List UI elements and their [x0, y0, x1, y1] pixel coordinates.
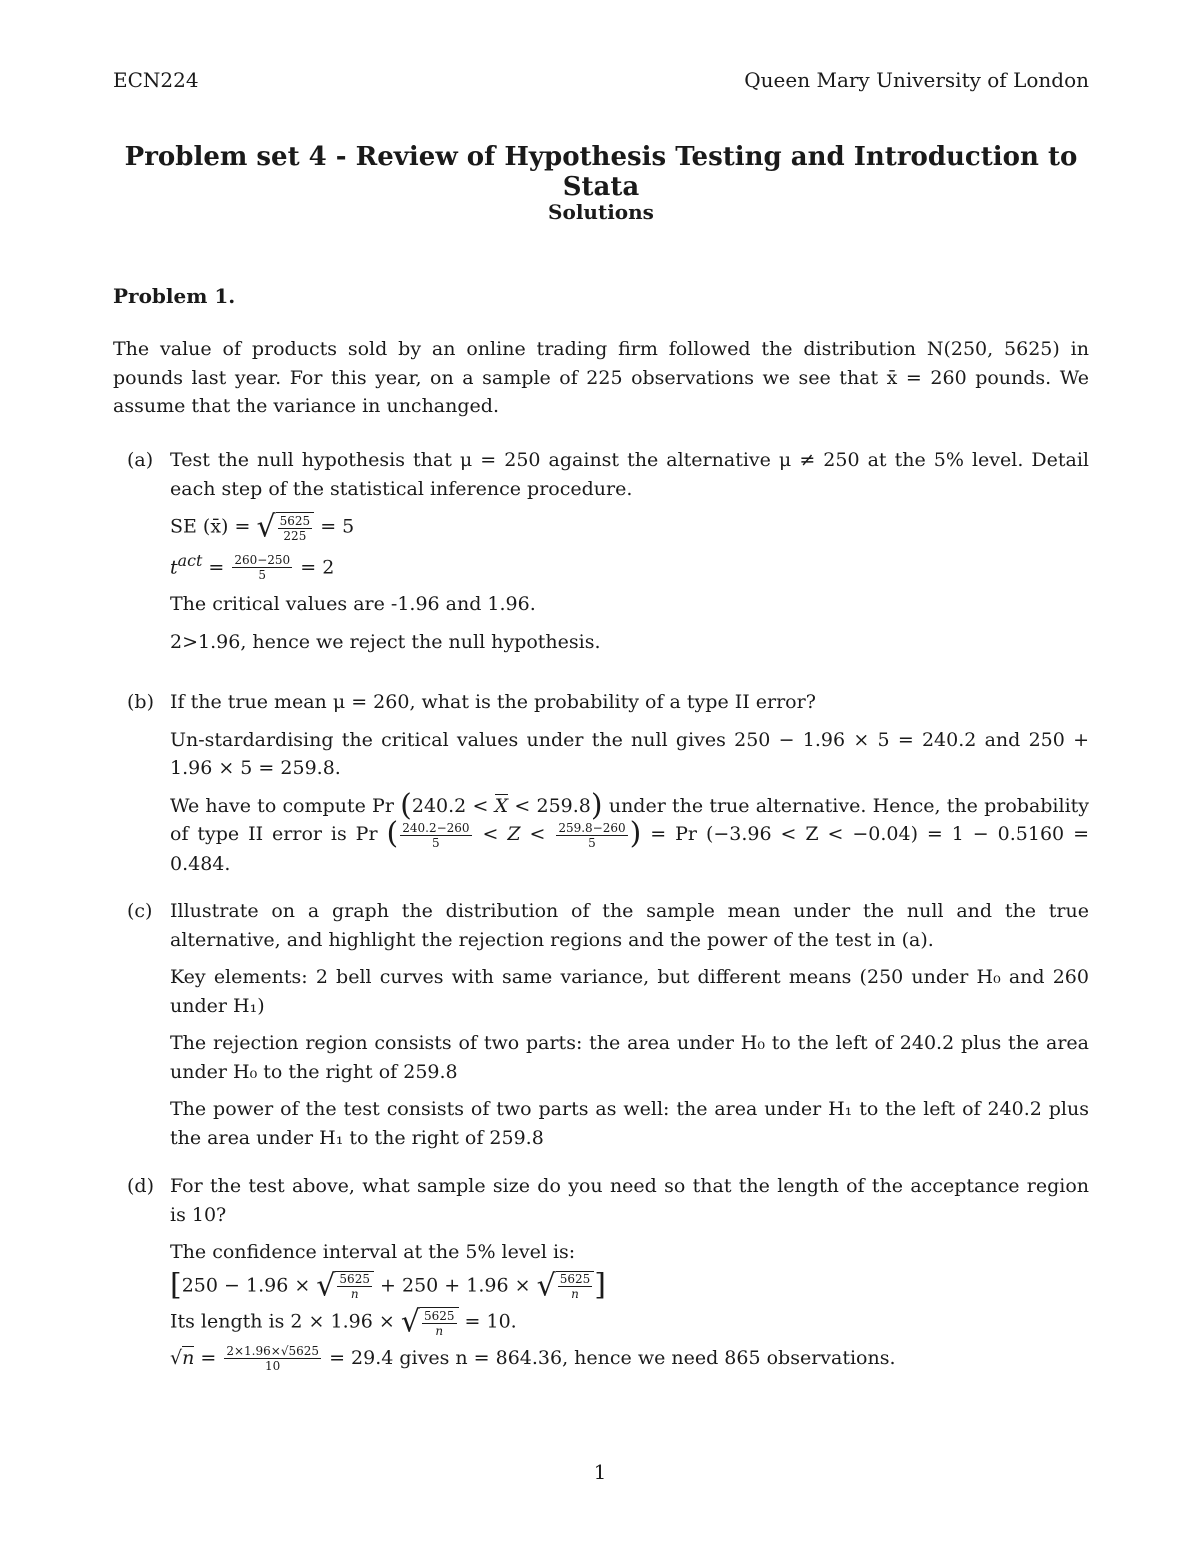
fraction-numerator: 5625 [559, 1272, 591, 1286]
document-title: Problem set 4 - Review of Hypothesis Testing and Introduction to Stata [124, 142, 1078, 202]
se-equation [170, 509, 1089, 545]
text-segment: 240.2 < [411, 794, 489, 817]
sqrt: √ $\frac{5625}{225}$ [256, 512, 314, 543]
x-bar-symbol: X [494, 794, 509, 817]
fraction-denominator: n [435, 1323, 444, 1338]
critical-values: The critical values are -1.96 and 1.96. [170, 593, 536, 616]
fraction-numerator: 5625 [279, 513, 311, 528]
text-segment: = 29.4 gives n = 864.36, hence we need 865 observations. [329, 1346, 896, 1369]
fraction-numerator: 259.8−260 [558, 820, 626, 835]
t-equation: $t^{act}$ = $\frac{260-250}{5}$ = 2 [170, 550, 335, 583]
fraction-denominator: 5 [432, 835, 440, 850]
power-description: The power of the test consists of two parts as well: the area under H₁ to the left of 240.2 plus the area under H₁ to the right of 259.8 [170, 1098, 1089, 1149]
part-label: (d) [127, 1175, 154, 1197]
fraction-numerator: 2×1.96×√5625 [226, 1344, 320, 1358]
n-symbol: n [182, 1346, 195, 1369]
fraction-denominator: 5 [588, 835, 596, 850]
sqrt: √ $\frac{5625}{n}$ [316, 1271, 374, 1302]
text-segment: + 250 + 1.96 × [380, 1273, 531, 1296]
ci-intro: The confidence interval at the 5% level is: [170, 1241, 576, 1263]
part-label: (c) [127, 900, 153, 922]
ci-equation: [250 − 1.96 × √ $\frac{5625}{n}$ + 250 + 1.96 × √ $\frac{5625}{n}$ ] [170, 1266, 606, 1303]
rejection-region: The rejection region consists of two parts: the area under H₀ to the left of 240.2 plus the area under H₀ to the right of 259.8 [170, 1032, 1089, 1083]
part-question: Illustrate on a graph the distribution of the sample mean under the null and the true alternative, and highlight the rejection regions and the power of the test in (a). [170, 900, 1089, 951]
type-ii-computation: We have to compute Pr (240.2 < X < 259.8) under the true alternative. Hence, the probability of type II error is Pr ( $\frac{240.2-260}{5}$ < Z < $\frac{259.8-260}{5}$ ) = Pr (−3.96 < Z < −0.04) = 1 − 0.5160 = 0.484. [170, 787, 1090, 875]
text-segment: We have to compute Pr [170, 794, 394, 817]
fraction-denominator: n [571, 1287, 579, 1301]
text-segment: < Z < [482, 823, 546, 845]
unstandardising: Un-stardardising the critical values under the null gives 250 − 1.96 × 5 = 240.2 and 250 + 1.96 × 5 = 259.8. [170, 728, 1089, 779]
fraction-numerator: 260−250 [234, 553, 291, 568]
se-lhs: SE (x̄) = [170, 515, 251, 538]
text-segment: under the true alternative. Hence, the probability of type II error is Pr [170, 794, 1090, 845]
fraction-numerator: 5625 [339, 1272, 370, 1286]
problem-intro: The value of products sold by an online trading firm followed the distribution N(250, 5625) in pounds last year. For this year, on a sample of 225 observations we see that x̄ = 260 pounds. We assume that the variance in unchanged. [113, 338, 1089, 417]
document-subtitle: Solutions [548, 200, 654, 224]
course-code: ECN224 [113, 68, 199, 92]
final-equation: √n = $\frac{2\times 1.96\times√5625}{10}$ = 29.4 gives n = 864.36, hence we need 865 observations. [170, 1344, 896, 1373]
problem-heading: Problem 1. [113, 284, 236, 308]
part-question: For the test above, what sample size do you need so that the length of the acceptance region is 10? [170, 1175, 1089, 1226]
part-a [113, 446, 1089, 665]
part-question: If the true mean μ = 260, what is the probability of a type II error? [170, 691, 816, 713]
part-label: (b) [127, 691, 154, 713]
part-c [113, 897, 1089, 1161]
fraction-numerator: 240.2−260 [402, 820, 470, 835]
part-d [113, 1172, 1089, 1382]
t-superscript: act [177, 550, 203, 570]
fraction-denominator: n [350, 1287, 359, 1301]
key-elements: Key elements: 2 bell curves with same variance, but different means (250 under H₀ and 260 under H₁) [170, 966, 1089, 1017]
sqrt: √ $\frac{5625}{n}$ [401, 1307, 459, 1338]
part-label: (a) [127, 449, 154, 471]
length-equation [170, 1304, 1089, 1340]
sqrt: √ $\frac{5625}{n}$ [537, 1271, 595, 1302]
text-segment: = 10. [464, 1310, 517, 1333]
t-symbol: t [170, 555, 178, 578]
university-name: Queen Mary University of London [744, 68, 1089, 92]
text-segment: 250 − 1.96 × [181, 1273, 311, 1296]
fraction-numerator: 5625 [423, 1308, 455, 1323]
part-b [113, 688, 1089, 887]
part-question: Test the null hypothesis that μ = 250 against the alternative μ ≠ 250 at the 5% level. Detail each step of the statistical inference procedure. [170, 449, 1089, 500]
se-rhs: = 5 [320, 515, 355, 538]
fraction-denominator: 5 [258, 568, 267, 583]
page-number: 1 [593, 1460, 607, 1484]
conclusion: 2>1.96, hence we reject the null hypothesis. [170, 630, 601, 653]
text-segment: Its length is 2 × 1.96 × [170, 1310, 395, 1333]
t-rhs: = 2 [300, 555, 335, 578]
fraction-denominator: 10 [265, 1359, 281, 1373]
text-segment: < 259.8 [514, 794, 591, 817]
text-segment: = Pr (−3.96 < Z < −0.04) = 1 − 0.5160 = 0.484. [170, 823, 1089, 875]
fraction-denominator: 225 [283, 528, 307, 543]
